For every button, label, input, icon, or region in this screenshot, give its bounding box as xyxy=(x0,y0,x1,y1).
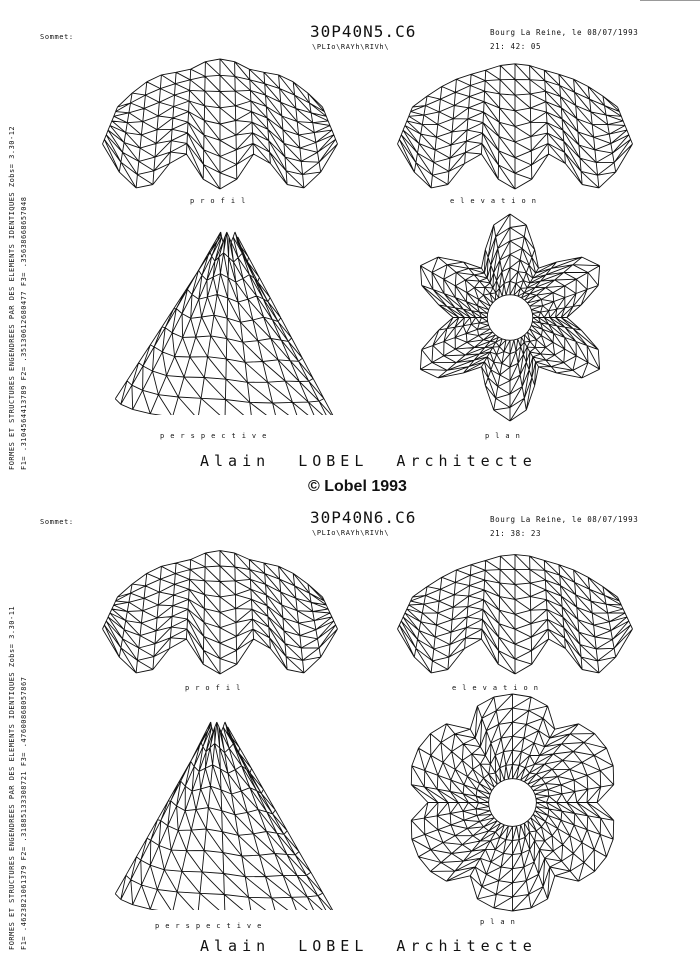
elevation-wireframe xyxy=(395,545,635,680)
profil-wireframe xyxy=(100,545,340,680)
file-path: \PLIo\RAYh\RIVh\ xyxy=(312,43,390,51)
side-caption xyxy=(8,605,20,958)
sommet-label: Sommet: xyxy=(40,518,74,526)
time-stamp: 21: 42: 05 xyxy=(490,42,542,51)
caption-plan: plan xyxy=(480,918,521,926)
place-date: Bourg La Reine, le 08/07/1993 xyxy=(490,28,639,37)
side-params: F1= .3104564413789 F2= .35130612680477 F3= .35638668657048 xyxy=(20,196,28,470)
architect-name: Alain LOBEL Architecte xyxy=(200,937,537,955)
caption-plan: plan xyxy=(485,432,526,440)
file-path: \PLIo\RAYh\RIVh\ xyxy=(312,529,390,537)
side-params: F1= .4623821061379 F2= .31885133308721 F3= .47600868057867 xyxy=(20,676,28,950)
file-code: 30P40N5.C6 xyxy=(310,22,417,41)
caption-profil: profil xyxy=(185,684,247,692)
caption-perspective: perspective xyxy=(160,432,273,440)
caption-elevation: elevation xyxy=(452,684,544,692)
caption-elevation: elevation xyxy=(450,197,542,205)
copyright: © Lobel 1993 xyxy=(308,478,407,495)
side-title: FORMES ET STRUCTURES ENGENDREES PAR DES ELEMENTS IDENTIQUES Zobs= 3.30-12 xyxy=(8,125,16,470)
sommet-label: Sommet: xyxy=(40,33,74,41)
architect-name: Alain LOBEL Architecte xyxy=(200,452,537,470)
file-code: 30P40N6.C6 xyxy=(310,508,417,527)
place-date: Bourg La Reine, le 08/07/1993 xyxy=(490,515,639,524)
caption-profil: profil xyxy=(190,197,252,205)
perspective-wireframe xyxy=(105,715,345,910)
caption-perspective: perspective xyxy=(155,922,268,930)
side-parameters xyxy=(20,676,32,958)
time-stamp: 21: 38: 23 xyxy=(490,529,542,538)
plan-wireframe xyxy=(395,690,630,915)
side-title: FORMES ET STRUCTURES ENGENDREES PAR DES ELEMENTS IDENTIQUES Zobs= 3.30-11 xyxy=(8,605,16,950)
